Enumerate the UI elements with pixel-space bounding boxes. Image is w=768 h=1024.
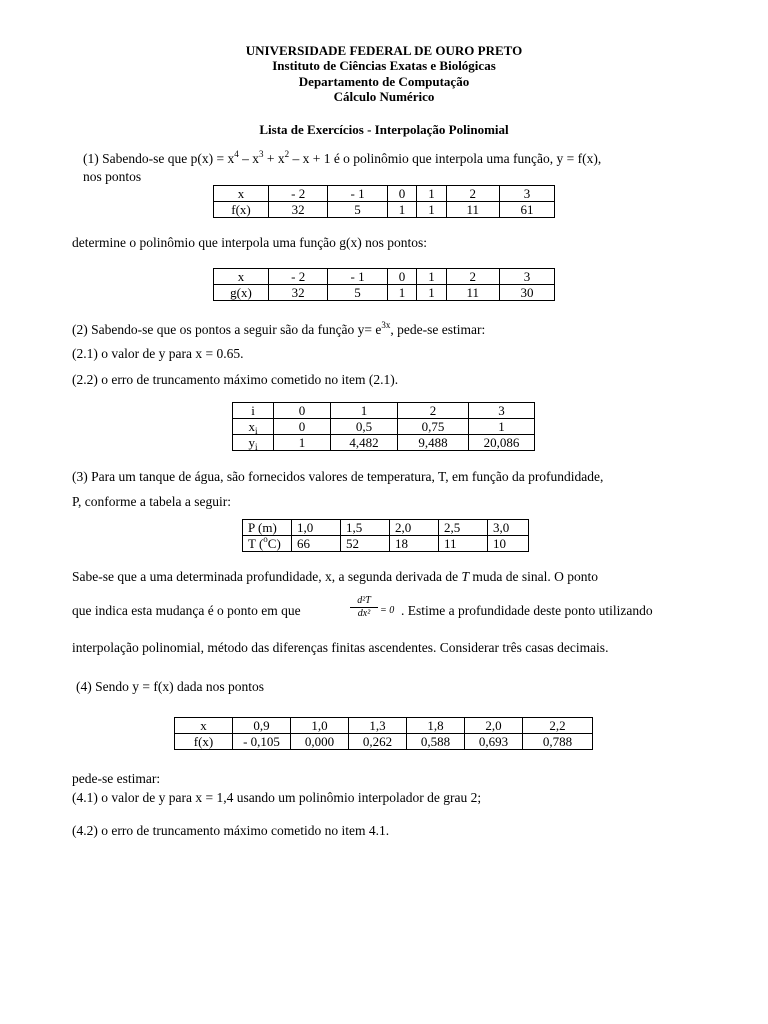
q4-item-1: (4.1) o valor de y para x = 1,4 usando um polinômio interpolador de grau 2; [72,790,482,805]
table-cell: 32 [269,202,328,218]
table-cell: 1 [387,285,416,301]
table-cell: 3 [499,186,554,202]
table-cell: 5 [328,202,387,218]
q3-paragraph-2a: que indica esta mudança é o ponto em que [72,603,301,618]
q3-statement-cont: P, conforme a tabela a seguir: [72,494,231,509]
table-cell: 5 [328,285,387,301]
table-cell: 2 [446,269,499,285]
table-f [213,185,555,218]
table-cell: 0,693 [465,734,523,750]
table-cell: 1,0 [292,520,341,536]
table-cell: 0,5 [331,419,398,435]
page-title: Lista de Exercícios - Interpolação Polinomial [259,122,509,137]
q2-statement: (2) Sabendo-se que os pontos a seguir são da função $y= e^{3x}$, pede-se estimar: [72,320,486,337]
table-cell: 3 [469,403,535,419]
table-cell: - 1 [328,269,387,285]
table-cell: 1 [417,186,446,202]
table-cell: f(x) [214,202,269,218]
table-row [175,718,593,734]
table-cell: 66 [292,536,341,552]
table-temperature [242,519,529,552]
table-row [243,520,529,536]
table-cell: 1 [417,269,446,285]
table-row [243,536,529,552]
table-cell: 52 [341,536,390,552]
table-cell: $y_i$ [233,435,274,451]
table-cell: 1 [331,403,398,419]
q2-item-1: (2.1) o valor de y para x = 0.65. [72,346,244,361]
q4-prompt: pede-se estimar: [72,771,161,786]
table-cell: g(x) [214,285,269,301]
table-cell: 0,262 [349,734,407,750]
table-cell: 0 [274,403,331,419]
table-cell: 1,5 [341,520,390,536]
table-cell: 1 [387,202,416,218]
table-cell: 1,8 [407,718,465,734]
table-row [214,269,555,285]
table-cell: - 2 [269,269,328,285]
table-fx [174,717,593,750]
table-cell: 0,588 [407,734,465,750]
fraction-equals: = 0 [380,605,395,616]
table-cell: 1 [417,202,446,218]
table-cell: 9,488 [398,435,469,451]
table-cell: 2,0 [465,718,523,734]
q3-statement: (3) Para um tanque de água, são fornecidos valores de temperatura, T, em função da profundidade, [72,469,604,484]
table-cell: P (m) [243,520,292,536]
table-cell: x [214,269,269,285]
table-cell: 0 [387,269,416,285]
table-cell: 1 [469,419,535,435]
table-cell: 2,0 [390,520,439,536]
q3-paragraph-2b: . Estime a profundidade deste ponto utilizando [401,603,653,618]
table-cell: 18 [390,536,439,552]
table-cell: $x_i$ [233,419,274,435]
table-cell: 30 [499,285,554,301]
table-cell: 1 [417,285,446,301]
table-cell: 32 [269,285,328,301]
q2-item-2: (2.2) o erro de truncamento máximo cometido no item (2.1). [72,372,399,387]
table-cell: - 0,105 [233,734,291,750]
q4-item-2: (4.2) o erro de truncamento máximo cometido no item 4.1. [72,823,390,838]
table-cell: 2 [446,186,499,202]
table-cell: x [214,186,269,202]
table-cell: 1,3 [349,718,407,734]
table-row [233,403,535,419]
table-cell: 20,086 [469,435,535,451]
table-cell: 1 [274,435,331,451]
q1-text-g: determine o polinômio que interpola uma função g(x) nos pontos: [72,235,428,250]
q4-statement: (4) Sendo y = f(x) dada nos pontos [76,679,264,694]
table-cell: 2,5 [439,520,488,536]
table-row [214,285,555,301]
table-cell: i [233,403,274,419]
table-cell: 11 [439,536,488,552]
fraction-denominator: dx² [350,607,378,619]
q1-statement-cont: nos pontos [83,169,142,184]
table-cell: 0 [274,419,331,435]
table-row [233,419,535,435]
department-name: Departamento de Computação [298,74,470,89]
fraction-numerator: d²T [357,595,371,606]
q1-statement: (1) Sabendo-se que $p(x) = x^4 - x^3 + x^2 - x + 1$ é o polinômio que interpola uma função, y = f(x), [83,149,602,166]
table-cell: 2 [398,403,469,419]
table-cell: 1,0 [291,718,349,734]
table-row [233,435,535,451]
table-cell: - 1 [328,186,387,202]
table-cell: 0 [387,186,416,202]
institute-name: Instituto de Ciências Exatas e Biológicas [272,58,496,73]
q3-paragraph-3: interpolação polinomial, método das diferenças finitas ascendentes. Considerar três casas decimais. [72,640,609,655]
table-cell: 10 [488,536,529,552]
university-name: UNIVERSIDADE FEDERAL DE OURO PRETO [245,43,523,58]
table-cell: 61 [499,202,554,218]
table-cell: f(x) [175,734,233,750]
table-cell: 3 [499,269,554,285]
table-cell: 0,000 [291,734,349,750]
table-cell: 0,75 [398,419,469,435]
table-cell: 11 [446,202,499,218]
table-cell: 4,482 [331,435,398,451]
table-cell: 2,2 [523,718,593,734]
table-cell: 3,0 [488,520,529,536]
derivative-fraction [350,595,378,619]
q3-paragraph-1: Sabe-se que a uma determinada profundidade, x, a segunda derivada de T muda de sinal. O ponto [72,569,598,584]
table-g [213,268,555,301]
table-cell: - 2 [269,186,328,202]
table-cell: 0,9 [233,718,291,734]
table-cell: 11 [446,285,499,301]
table-points [232,402,535,451]
table-cell: x [175,718,233,734]
table-row [214,202,555,218]
table-cell: T ($^o$C) [243,536,292,552]
table-cell: 0,788 [523,734,593,750]
table-row [175,734,593,750]
course-name: Cálculo Numérico [333,89,435,104]
table-row [214,186,555,202]
